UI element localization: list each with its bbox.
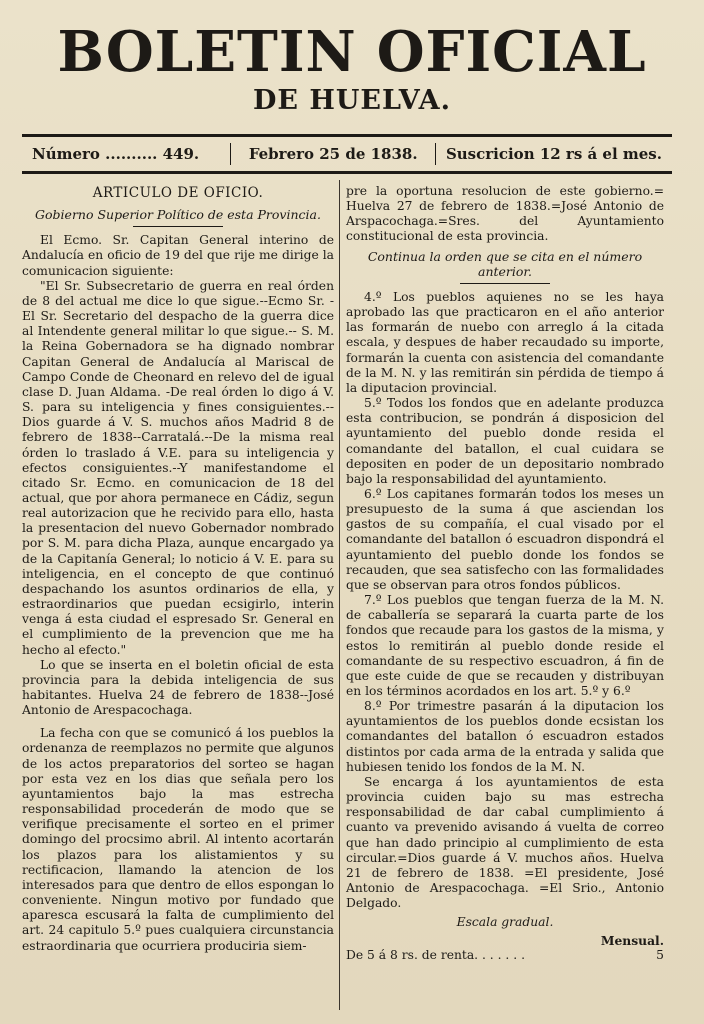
subheading-text: Continua la orden que se cita en el número anterior. [367, 248, 643, 279]
scale-row-label: De 5 á 8 rs. de renta. . . . . . . [346, 947, 525, 962]
paragraph: 5.º Todos los fondos que en adelante produzca esta contribucion, se pondrán á disposicion del ayuntamiento del pueblo donde resida el comandante del batallon, el cual cuidara se depositen en poder de un depositario nombrado bajo la responsabilidad del ayuntamiento. [346, 396, 664, 486]
paragraph: "El Sr. Subsecretario de guerra en real órden de 8 del actual me dice lo que sigue.--Ecmo Sr. - El Sr. Secretario del despacho de la guerra dice al Intendente general militar lo que sigue.-- S. M. la Reina Gobernadora se ha dignado nombrar Capitan General de Andalucía al Mariscal de Campo Conde de Cheonard en relevo del de igual clase D. Juan Aldama. -De real órden lo digo á V. S. para su inteligencia y fines consiguientes.--Dios guarde á V. S. muchos años Madrid 8 de febrero de 1838--Carratalá.--De la misma real órden lo traslado á V.E. para su inteligencia y efectos consiguientes.--Y manifestandome el citado Sr. Ecmo. en comunicacion de 18 del actual, que por ahora permanece en Cádiz, segun real autorizacion que he recivido para ello, hasta la presentacion del nuevo Gobernador nombrado por S. M. para dicha Plaza, aunque encargado ya de la Capitanía General; lo noticio á V. E. para su inteligencia, en el concepto de que continuó despachando los asuntos ordinarios de ella, y estraordinarios que puedan ecsigirlo, interin venga á esta ciudad el espresado Sr. General en el cumplimiento de la prevencion que me ha hecho al efecto." [22, 278, 334, 657]
paragraph: Se encarga á los ayuntamientos de esta provincia cuiden bajo su mas estrecha responsabilidad de dar cabal cumplimiento á cuanto va prevenido avisando á vuelta de correo que han dado principio al cumplimiento de esta circular.=Dios guarde á V. muchos años. Huelva 21 de febrero de 1838. =El presidente, José Antonio de Arespacochaga. =El Srio., Antonio Delgado. [346, 774, 664, 911]
paragraph: 8.º Por trimestre pasarán á la diputacion los ayuntamientos de los pueblos donde ecsistan los comandantes del batallon ó escuadron estados distintos por cada arma de la entrada y salida que hubiesen tenido los fondos de la M. N. [346, 699, 664, 774]
subheading-rule [460, 283, 550, 284]
scale-column-header: Mensual. [600, 932, 664, 948]
scale-row-value: 5 [656, 947, 664, 962]
paragraph: pre la oportuna resolucion de este gobierno.= Huelva 27 de febrero de 1838.=José Antonio de Arspacochaga.=Sres. del Ayuntamiento constitucional de esta provincia. [346, 184, 664, 244]
paragraph: 6.º Los capitanes formarán todos los meses un presupuesto de la suma á que asciendan los gastos de su compañía, el cual visado por el comandante del batallon ó escuadron dispondrá el ayuntamiento del pueblo donde los fondos se recauden, que sea satisfecho con las formalidades que se observan para otros fondos públicos. [346, 486, 664, 592]
masthead-title: BOLETIN OFICIAL [57, 19, 647, 85]
paragraph: 4.º Los pueblos aquienes no se les haya aprobado las que practicaron en el año anterior las formarán de nuebo con arreglo á la citada escala, y despues de haber recaudado su importe, formarán la cuenta con asistencia del comandante de la M. N. y las remitirán sin pérdida de tiempo á la diputacion provincial. [346, 289, 664, 395]
section-heading: ARTICULO DE OFICIO. [92, 185, 264, 201]
right-column [346, 184, 664, 963]
paragraph: 7.º Los pueblos que tengan fuerza de la M. N. de caballería se separará la cuarta parte de los fondos que recaude para los gastos de la misma, y estos lo remitirán al pueblo donde reside el comandante de su respectivo escuadron, á fin de que este cuide de que se recauden y distribuyan en los términos acordados en los art. 5.º y 6.º [346, 593, 664, 698]
subheading-rule [133, 226, 223, 227]
subheading-text: Gobierno Superior Político de esta Provincia. [35, 207, 321, 223]
subscription-price: Suscricion 12 rs á el mes. [445, 145, 662, 163]
paragraph: La fecha con que se comunicó á los pueblos la ordenanza de reemplazos no permite que algunos de los actos preparatorios del sorteo se hagan por esta vez en los dias que señala pero los ayuntamientos bajo la mas estrecha responsabilidad procederán de modo que se verifique precisamente el sorteo en el primer domingo del procsimo abril. Al intento acortarán los plazos para los alistamientos y su rectificacion, llamando la atencion de los interesados para que dentro de ellos espongan lo conveniente. Ningun motivo por fundado que aparesca escusará la falta de cumplimiento del art. 24 capitulo 5.º pues cualquiera circunstancia estraordinaria que ocurriera produciria siem- [22, 726, 334, 953]
column-divider [339, 180, 340, 1010]
left-column [22, 184, 334, 954]
scale-row [346, 948, 664, 963]
issue-number: Número .......... 449. [32, 145, 200, 163]
issue-date: Febrero 25 de 1838. [248, 145, 418, 163]
scale-title: Escala gradual. [456, 915, 554, 930]
section-subheading [346, 249, 664, 284]
masthead [0, 19, 704, 116]
paragraph: El Ecmo. Sr. Capitan General interino de Andalucía en oficio de 19 del que rije me dirige la comunicacion siguiente: [22, 233, 334, 278]
masthead-subtitle: DE HUELVA. [252, 85, 451, 116]
paragraph: Lo que se inserta en el boletin oficial de esta provincia para la debida inteligencia de sus habitantes. Huelva 24 de febrero de 1838--José Antonio de Arespacochaga. [22, 657, 334, 718]
spacer [22, 718, 334, 726]
section-subheading [22, 207, 334, 227]
issue-info-bar [22, 134, 672, 174]
